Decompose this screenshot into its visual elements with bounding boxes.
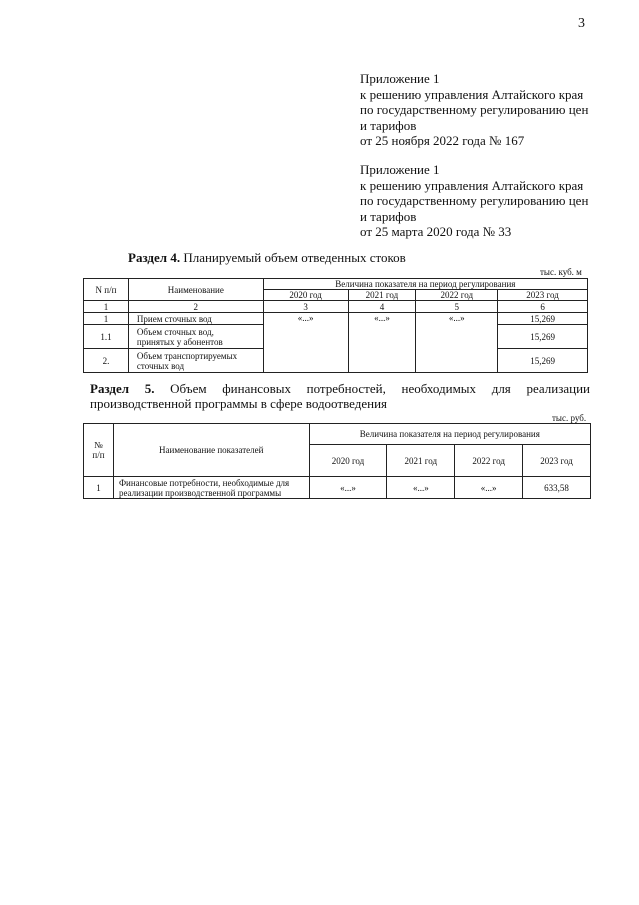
section-4-table (83, 278, 588, 373)
appendix-line: к решению управления Алтайского края (360, 177, 584, 193)
section-5-label: Раздел 5. (90, 381, 155, 396)
row-name-line: Объем сточных вод, (136, 326, 214, 337)
col-header-name: Наименование показателей (113, 424, 309, 477)
col-header-num: N п/п (84, 279, 129, 301)
column-number: 5 (416, 301, 498, 313)
appendix-line: от 25 ноября 2022 года № 167 (360, 133, 525, 148)
column-number: 1 (84, 301, 129, 313)
appendix-line: и тарифов (360, 117, 417, 133)
section-4-unit: тыс. куб. м (540, 267, 582, 277)
column-number: 2 (128, 301, 263, 313)
section-4-title (128, 250, 406, 265)
table-row (84, 477, 591, 499)
cell-2023: 15,269 (498, 313, 588, 325)
row-num: 2. (84, 349, 129, 373)
col-header-2021: 2021 год (387, 445, 455, 477)
appendix-line: по государственному регулированию цен (360, 102, 589, 117)
cell-2021: «...» (387, 477, 455, 499)
cell-2023: 15,269 (498, 349, 588, 373)
cell-2023: 15,269 (498, 325, 588, 349)
col-header-2020: 2020 год (263, 290, 348, 301)
cell-2020: «...» (263, 313, 348, 373)
cell-2022: «...» (416, 313, 498, 373)
appendix-line: Приложение 1 (360, 71, 440, 86)
appendix-header-previous (360, 162, 588, 240)
col-header-2022: 2022 год (416, 290, 498, 301)
section-4-title-text: Планируемый объем отведенных стоков (180, 250, 406, 265)
row-name (128, 349, 263, 373)
column-number: 3 (263, 301, 348, 313)
row-name-line: принятых у абонентов (136, 336, 223, 347)
col-header-2020: 2020 год (309, 445, 387, 477)
column-number-row (84, 301, 588, 313)
row-name (113, 477, 309, 499)
col-header-period: Величина показателя на период регулирования (263, 279, 587, 290)
cell-2022: «...» (455, 477, 523, 499)
row-num: 1 (84, 477, 114, 499)
section-5-title-text: Объем финансовых потребностей, необходимых для реализации (154, 381, 590, 396)
row-name-line: сточных вод (136, 360, 185, 371)
row-num: 1.1 (84, 325, 129, 349)
cell-2023: 633,58 (523, 477, 591, 499)
col-header-2021: 2021 год (348, 290, 416, 301)
section-5-table (83, 423, 591, 499)
row-name-line: Объем транспортируемых (136, 350, 238, 361)
table-row (84, 313, 588, 325)
appendix-line: от 25 марта 2020 года № 33 (360, 224, 512, 239)
col-header-2022: 2022 год (455, 445, 523, 477)
col-header-name: Наименование (128, 279, 263, 301)
appendix-line: и тарифов (360, 208, 417, 224)
column-number: 4 (348, 301, 416, 313)
section-4-label: Раздел 4. (128, 250, 181, 265)
col-header-2023: 2023 год (498, 290, 588, 301)
appendix-line: Приложение 1 (360, 162, 440, 177)
cell-2021: «...» (348, 313, 416, 373)
appendix-header-current (360, 71, 588, 149)
col-header-2023: 2023 год (523, 445, 591, 477)
col-header-num (84, 424, 114, 477)
row-name: Прием сточных вод (128, 313, 263, 325)
appendix-line: к решению управления Алтайского края (360, 86, 584, 102)
row-num: 1 (84, 313, 129, 325)
cell-2020: «...» (309, 477, 387, 499)
page-number: 3 (578, 16, 585, 31)
row-name-line: Финансовые потребности, необходимые для (118, 477, 290, 488)
section-5-title (90, 381, 590, 411)
col-header-num-line: № (94, 440, 103, 450)
section-5-unit: тыс. руб. (552, 413, 587, 423)
col-header-num-line: п/п (92, 450, 105, 460)
row-name-line: реализации производственной программы (118, 487, 282, 498)
section-5-title-line (90, 381, 590, 396)
section-5-title-line: производственной программы в сфере водоотведения (90, 396, 388, 411)
row-name (128, 325, 263, 349)
col-header-period: Величина показателя на период регулирования (309, 424, 590, 445)
column-number: 6 (498, 301, 588, 313)
appendix-line: по государственному регулированию цен (360, 193, 589, 208)
